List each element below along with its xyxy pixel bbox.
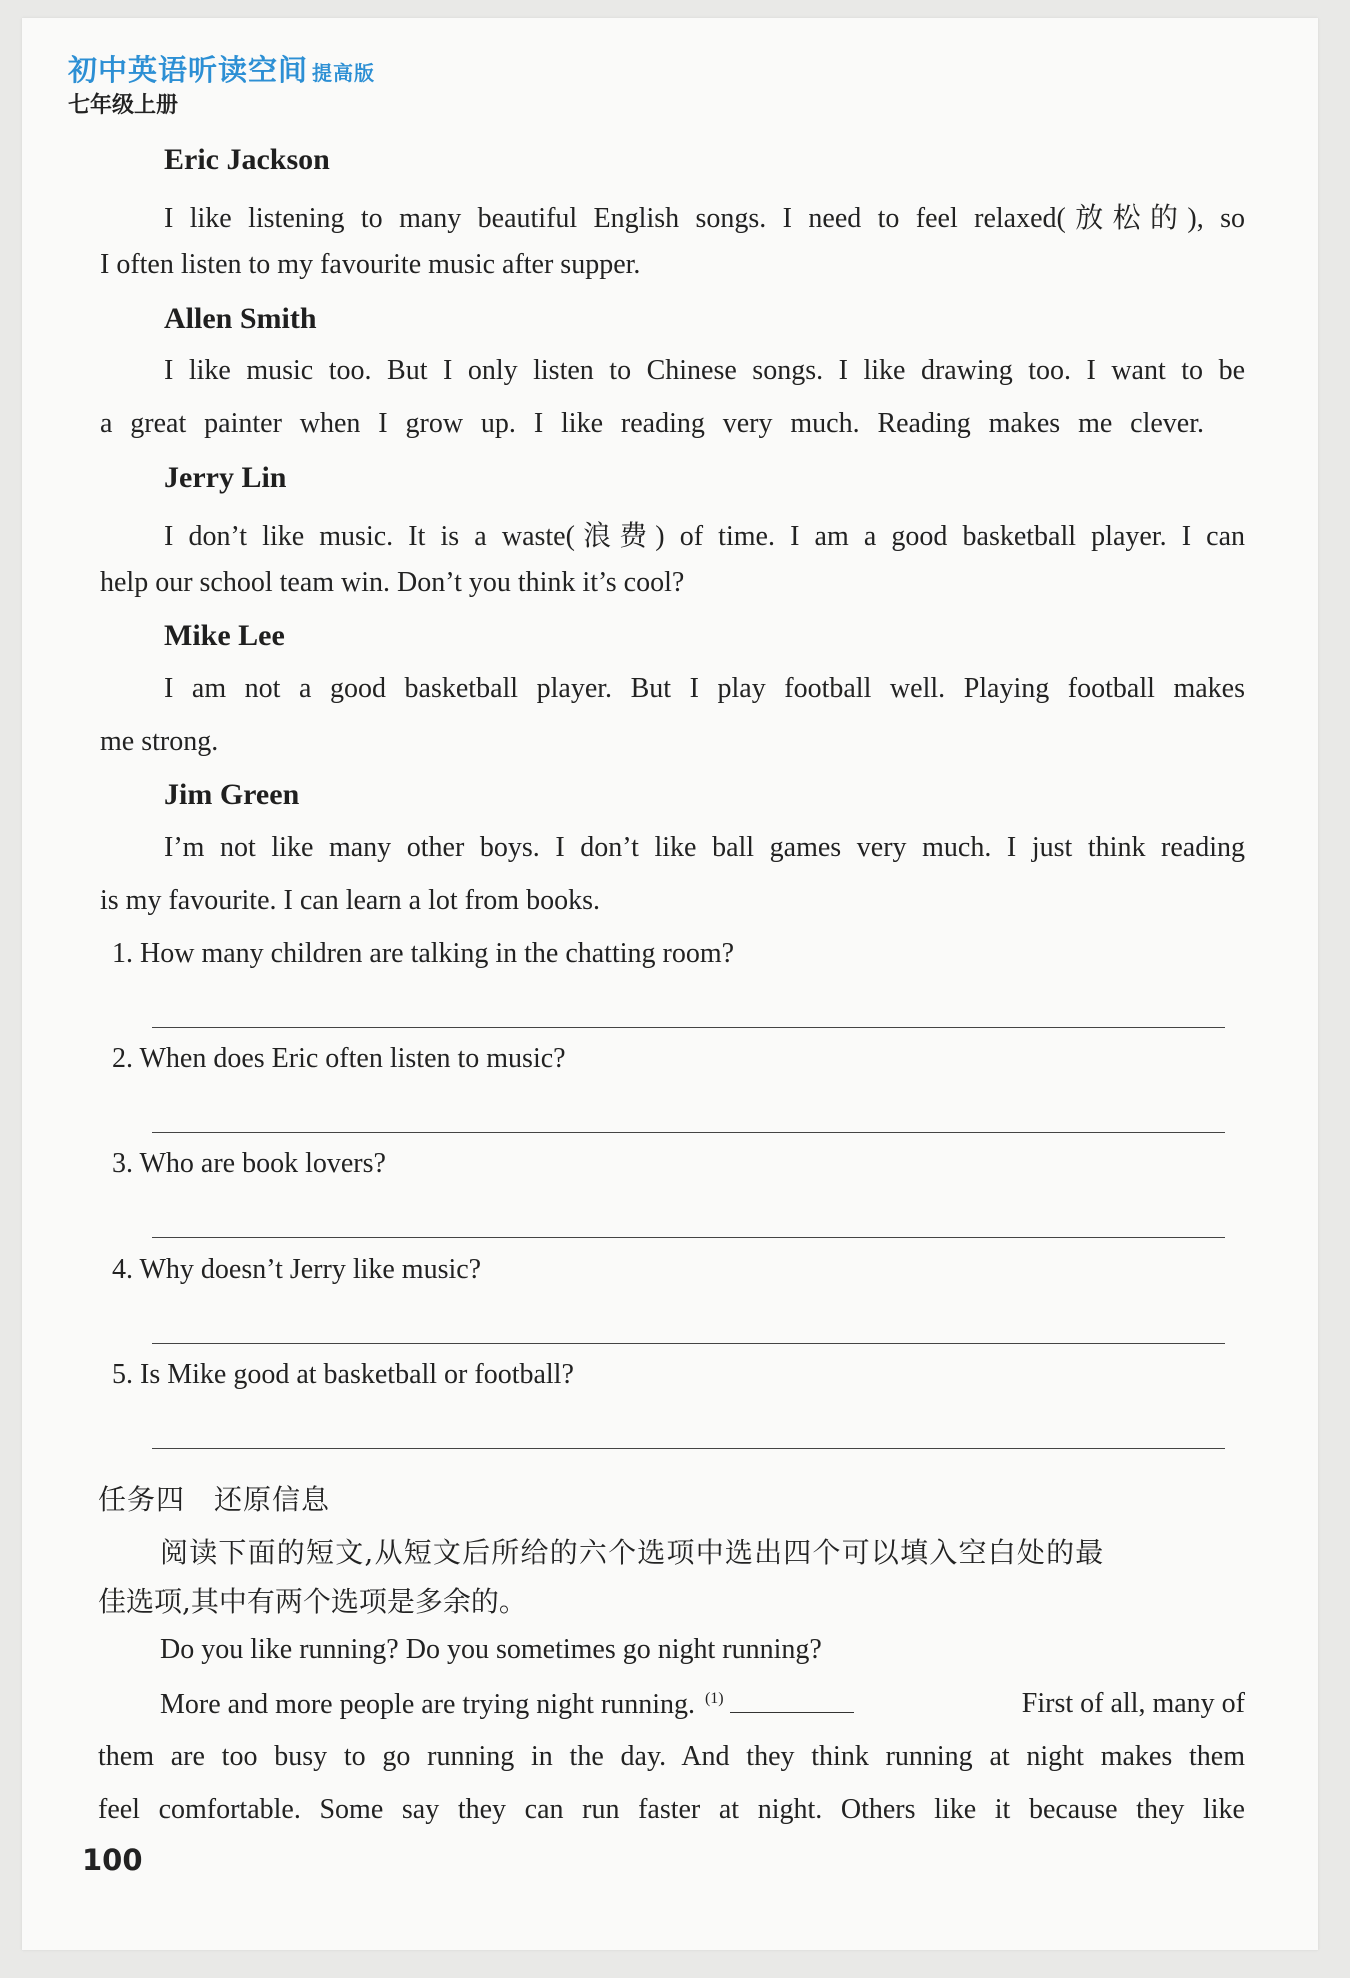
speaker-name: Allen Smith bbox=[164, 302, 317, 335]
book-title-main: 初中英语听读空间 bbox=[68, 53, 309, 87]
question-3: 3. Who are book lovers? bbox=[112, 1148, 386, 1179]
paragraph-text: More and more people are trying night running. bbox=[160, 1689, 695, 1720]
textbook-page bbox=[22, 18, 1318, 1950]
task-heading: 任务四 还原信息 bbox=[98, 1483, 331, 1516]
passage-line: help our school team win. Don’t you think it’s cool? bbox=[100, 567, 685, 598]
question-2: 2. When does Eric often listen to music? bbox=[112, 1043, 566, 1074]
book-title bbox=[68, 48, 375, 89]
passage-line: I am not a good basketball player. But I play football well. Playing football makes bbox=[164, 673, 1245, 704]
answer-line-2[interactable] bbox=[152, 1132, 1225, 1133]
task-instruction-line: 阅读下面的短文,从短文后所给的六个选项中选出四个可以填入空白处的最 bbox=[160, 1536, 1105, 1569]
question-4: 4. Why doesn’t Jerry like music? bbox=[112, 1254, 482, 1285]
book-edition: 提高版 bbox=[312, 61, 376, 85]
answer-line-5[interactable] bbox=[152, 1448, 1225, 1449]
passage-line: I like listening to many beautiful English songs. I need to feel relaxed(放松的), so bbox=[164, 203, 1245, 234]
answer-line-1[interactable] bbox=[152, 1027, 1225, 1028]
task-paragraph: Do you like running? Do you sometimes go night running? bbox=[160, 1634, 822, 1665]
answer-line-4[interactable] bbox=[152, 1343, 1225, 1344]
passage-line: I don’t like music. It is a waste(浪费) of time. I am a good basketball player. I can bbox=[164, 521, 1245, 552]
task-line: feel comfortable. Some say they can run faster at night. Others like it because they like bbox=[98, 1794, 1245, 1825]
blank-number: (1) bbox=[704, 1689, 724, 1707]
passage-line: I like music too. But I only listen to Chinese songs. I like drawing too. I want to be bbox=[164, 355, 1245, 386]
speaker-name: Jerry Lin bbox=[164, 461, 287, 494]
paragraph-text: First of all, many of bbox=[1021, 1688, 1245, 1719]
question-5: 5. Is Mike good at basketball or football? bbox=[112, 1359, 574, 1390]
question-1: 1. How many children are talking in the chatting room? bbox=[112, 938, 735, 969]
passage-line: is my favourite. I can learn a lot from books. bbox=[100, 885, 600, 916]
blank-1[interactable] bbox=[730, 1688, 854, 1713]
page-number: 100 bbox=[82, 1843, 143, 1877]
speaker-name: Jim Green bbox=[164, 778, 300, 811]
passage-line: I’m not like many other boys. I don’t like ball games very much. I just think reading bbox=[164, 832, 1245, 863]
passage-line: a great painter when I grow up. I like reading very much. Reading makes me clever. bbox=[100, 408, 1204, 439]
passage-line: me strong. bbox=[100, 726, 219, 757]
speaker-name: Eric Jackson bbox=[164, 143, 330, 176]
task-paragraph-with-blank bbox=[160, 1688, 1245, 1721]
speaker-name: Mike Lee bbox=[164, 619, 285, 652]
task-instruction-line: 佳选项,其中有两个选项是多余的。 bbox=[98, 1585, 527, 1618]
task-line: them are too busy to go running in the day. And they think running at night makes them bbox=[98, 1741, 1245, 1772]
answer-line-3[interactable] bbox=[152, 1237, 1225, 1238]
book-grade: 七年级上册 bbox=[68, 92, 179, 118]
passage-line: I often listen to my favourite music after supper. bbox=[100, 249, 641, 280]
